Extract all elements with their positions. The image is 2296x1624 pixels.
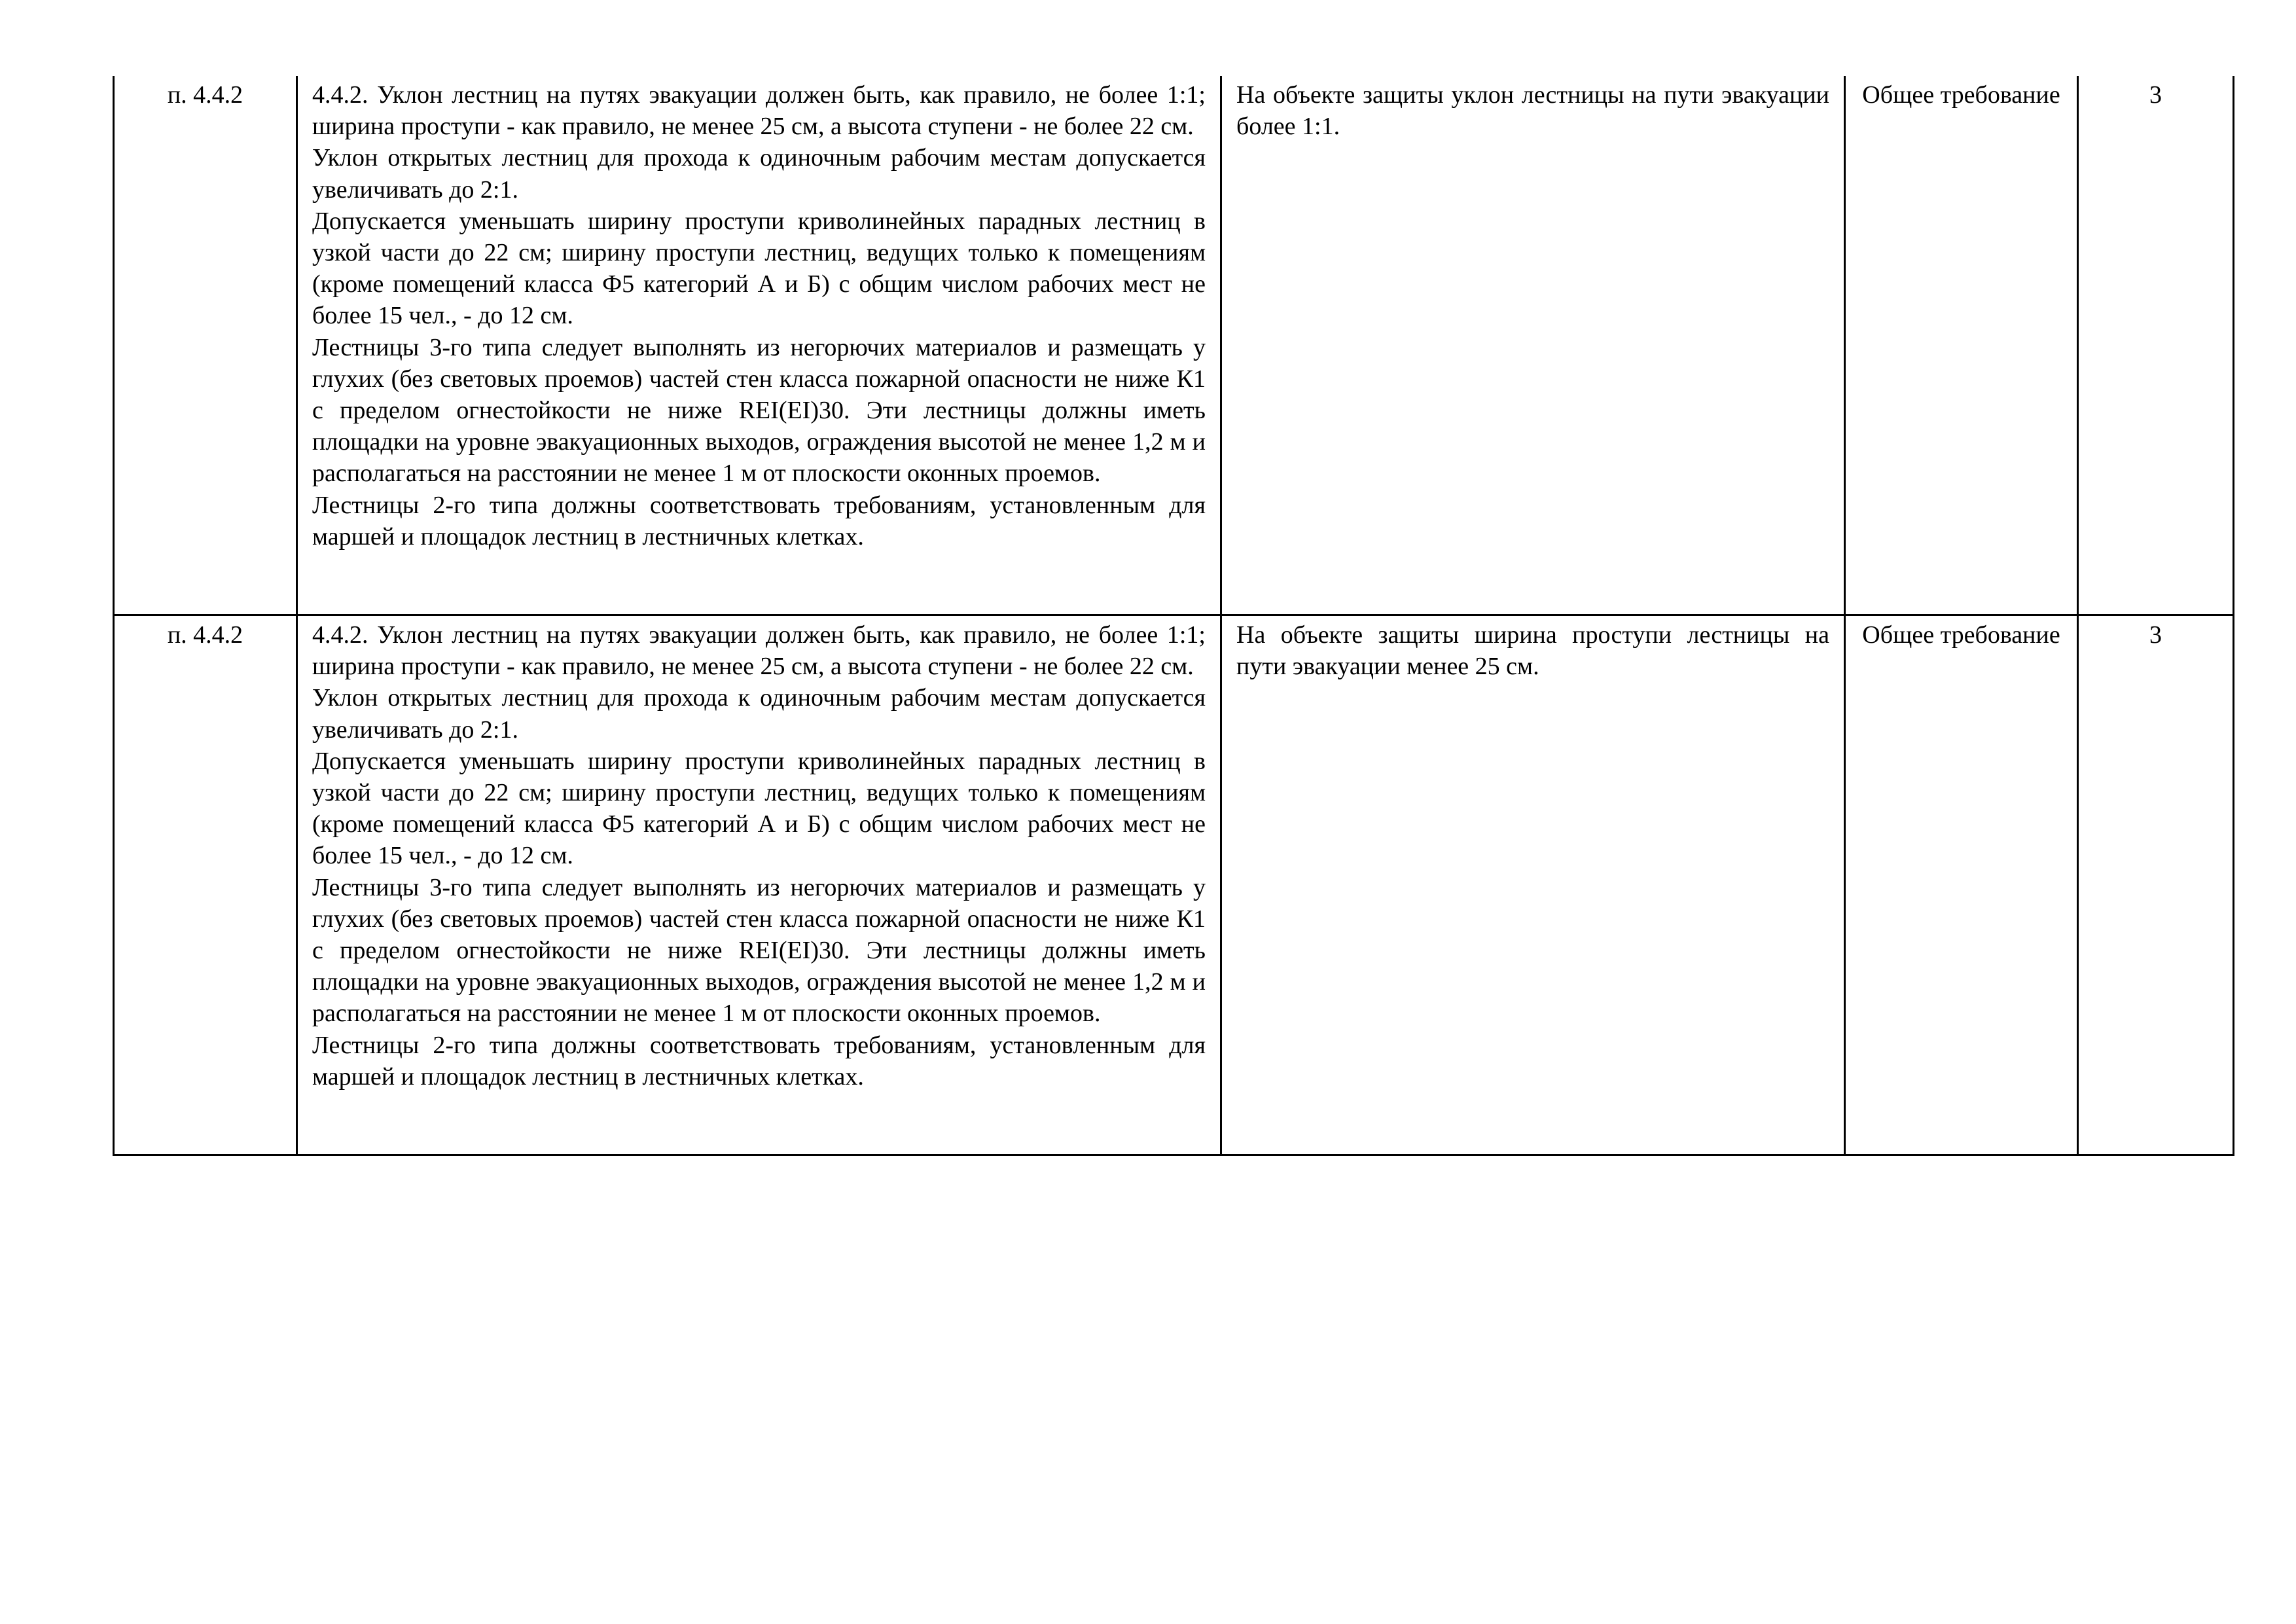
requirement-paragraph: Лестницы 3-го типа следует выполнять из негорючих материалов и размещать у глухих (без световых проемов) частей стен класса пожарной опасности не ниже К1 с пределом огнестойкости не ниже REI(EI)30. Эти лестницы должны иметь площадки на уровне эвакуационных выходов, ограждения высотой не менее 1,2 м и располагаться на расстоянии не менее 1 м от плоскости оконных проемов. [312,333,1206,488]
requirement-text-cell [297,615,1221,1155]
requirement-paragraph: Лестницы 2-го типа должны соответствовать требованиям, установленным для маршей и площадок лестниц в лестничных клетках. [312,491,1206,550]
count-cell [2078,76,2234,615]
requirement-paragraph: Допускается уменьшать ширину проступи криволинейных парадных лестниц в узкой части до 22 см; ширину проступи лестниц, ведущих только к помещениям (кроме помещений класса Ф5 категорий А и Б) с общим числом рабочих мест не более 15 чел., - до 12 см. [312,747,1206,870]
clause-cell [114,76,297,615]
requirement-paragraph: 4.4.2. Уклон лестниц на путях эвакуации должен быть, как правило, не более 1:1; ширина проступи - как правило, не менее 25 см, а высота ступени - не более 22 см. [312,81,1206,141]
violation-cell [1221,615,1845,1155]
requirement-paragraph: 4.4.2. Уклон лестниц на путях эвакуации должен быть, как правило, не более 1:1; ширина проступи - как правило, не менее 25 см, а высота ступени - не более 22 см. [312,621,1206,681]
requirement-paragraph: Допускается уменьшать ширину проступи криволинейных парадных лестниц в узкой части до 22 см; ширину проступи лестниц, ведущих только к помещениям (кроме помещений класса Ф5 категорий А и Б) с общим числом рабочих мест не более 15 чел., - до 12 см. [312,207,1206,330]
requirement-paragraph: Уклон открытых лестниц для прохода к одиночным рабочим местам допускается увеличивать до 2:1. [312,684,1206,744]
requirements-table [113,76,2234,1156]
requirement-type: Общее требование [1862,81,2060,109]
clause-ref: п. 4.4.2 [167,81,243,109]
count-value: 3 [2149,81,2162,109]
clause-ref: п. 4.4.2 [167,621,243,649]
table-row [114,615,2234,1155]
violation-cell [1221,76,1845,615]
requirement-paragraph: Уклон открытых лестниц для прохода к одиночным рабочим местам допускается увеличивать до 2:1. [312,144,1206,204]
count-value: 3 [2149,621,2162,649]
violation-text: На объекте защиты уклон лестницы на пути эвакуации более 1:1. [1236,81,1829,141]
requirement-paragraph: Лестницы 2-го типа должны соответствовать требованиям, установленным для маршей и площадок лестниц в лестничных клетках. [312,1031,1206,1091]
requirement-text-cell [297,76,1221,615]
clause-cell [114,615,297,1155]
count-cell [2078,615,2234,1155]
requirement-type: Общее требование [1862,621,2060,649]
requirement-type-cell [1845,76,2078,615]
violation-text: На объекте защиты ширина проступи лестницы на пути эвакуации менее 25 см. [1236,621,1829,681]
table-row [114,76,2234,615]
requirement-type-cell [1845,615,2078,1155]
requirement-paragraph: Лестницы 3-го типа следует выполнять из негорючих материалов и размещать у глухих (без световых проемов) частей стен класса пожарной опасности не ниже К1 с пределом огнестойкости не ниже REI(EI)30. Эти лестницы должны иметь площадки на уровне эвакуационных выходов, ограждения высотой не менее 1,2 м и располагаться на расстоянии не менее 1 м от плоскости оконных проемов. [312,873,1206,1028]
